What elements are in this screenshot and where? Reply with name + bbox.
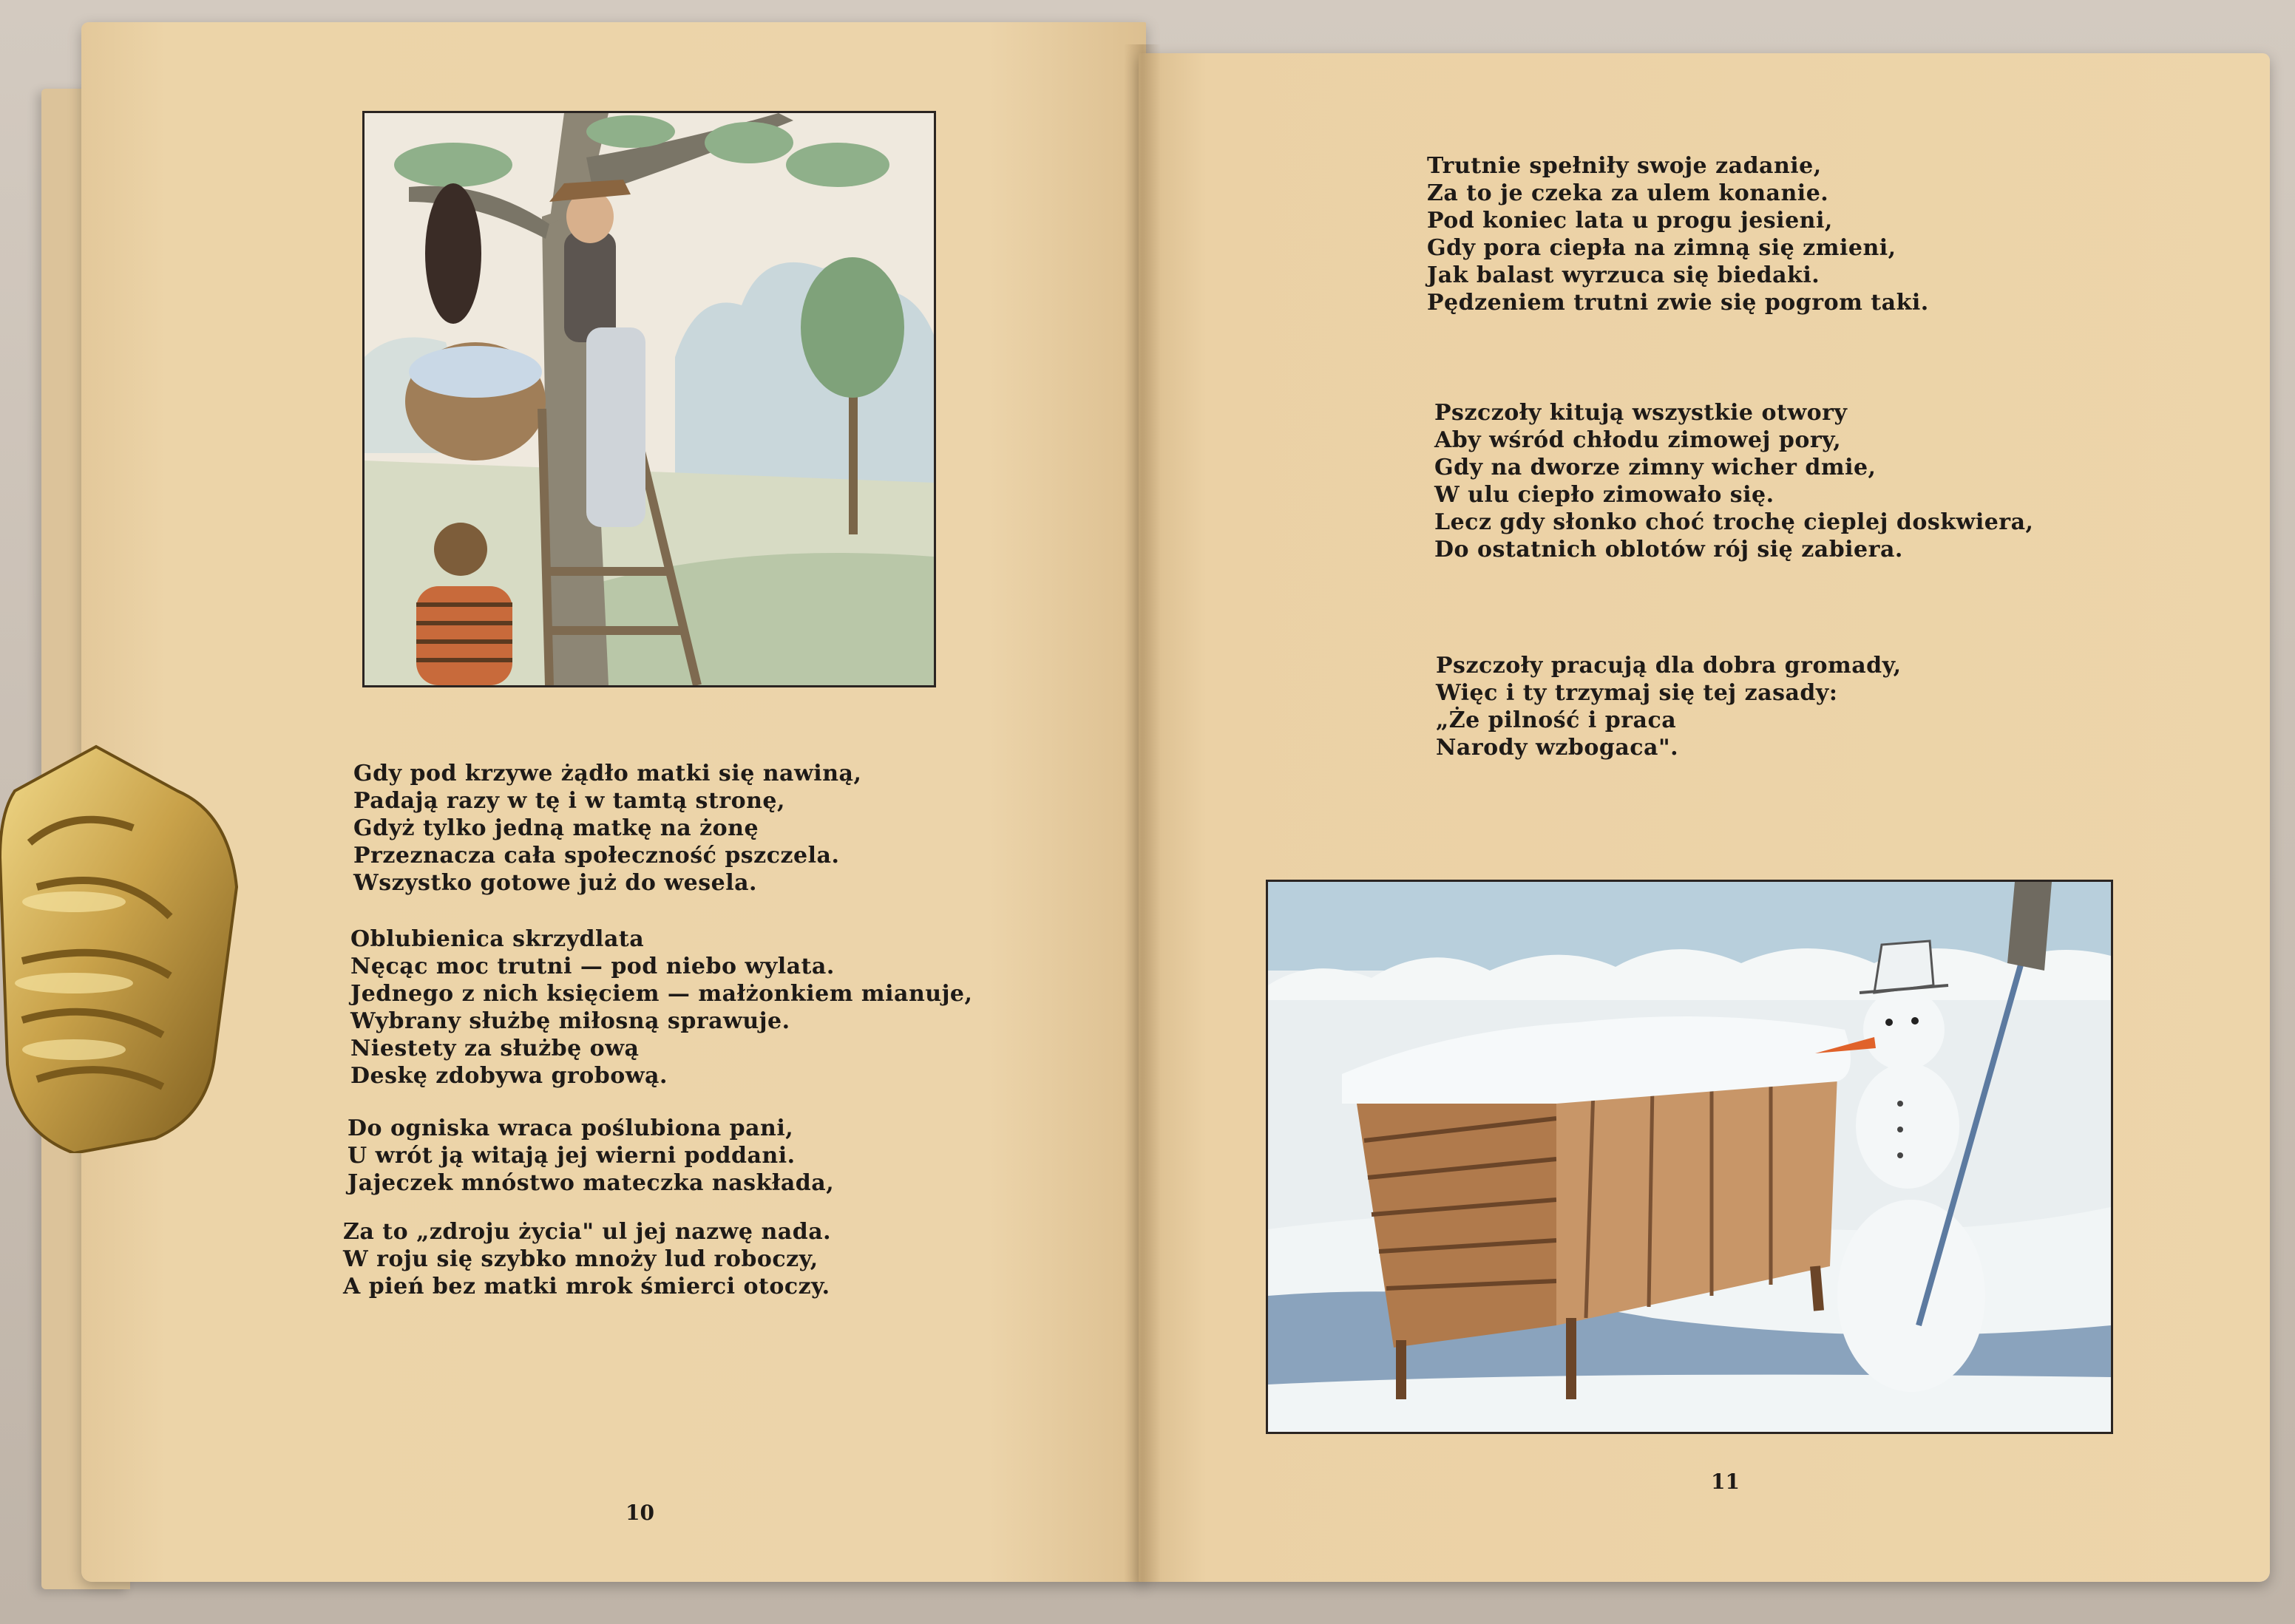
- stanza-left-2: [350, 925, 972, 1090]
- verse-line: Jednego z nich księciem — małżonkiem mianuje,: [350, 981, 973, 1007]
- verse-line: Niestety za służbę ową: [350, 1036, 640, 1061]
- verse-line: A pień bez matki mrok śmierci otoczy.: [343, 1274, 830, 1299]
- verse-line: Wszystko gotowe już do wesela.: [353, 870, 757, 896]
- verse-line: Deskę zdobywa grobową.: [350, 1063, 668, 1089]
- verse-line: W roju się szybko mnoży lud roboczy,: [343, 1246, 818, 1272]
- verse-line: Lecz gdy słonko choć trochę cieplej doskwiera,: [1434, 509, 2034, 535]
- verse-line: Narody wzbogaca".: [1436, 735, 1679, 761]
- stanza-left-4: [343, 1218, 831, 1300]
- verse-line: Do ostatnich oblotów rój się zabiera.: [1434, 537, 1903, 563]
- verse-line: Do ogniska wraca poślubiona pani,: [348, 1115, 794, 1141]
- verse-line: W ulu ciepło zimowało się.: [1434, 482, 1774, 508]
- stanza-right-2: [1434, 399, 2034, 563]
- verse-line: Pod koniec lata u progu jesieni,: [1427, 208, 1833, 234]
- winter-hive-illustration-icon: [1268, 882, 2111, 1432]
- page-number-left: 10: [626, 1501, 654, 1525]
- verse-line: Jak balast wyrzuca się biedaki.: [1427, 262, 1820, 288]
- swarm-illustration: [362, 111, 936, 687]
- verse-line: Pszczoły kitują wszystkie otwory: [1434, 400, 1848, 426]
- winter-hive-illustration: [1266, 880, 2113, 1434]
- brass-clip-icon: [0, 739, 251, 1153]
- verse-line: Padają razy w tę i w tamtą stronę,: [353, 788, 785, 814]
- verse-line: Jajeczek mnóstwo mateczka naskłada,: [348, 1170, 835, 1196]
- stanza-left-1: [353, 760, 861, 897]
- verse-line: Gdy na dworze zimny wicher dmie,: [1434, 455, 1877, 480]
- swarm-illustration-icon: [365, 113, 934, 685]
- verse-line: „Że pilność i praca: [1436, 707, 1677, 733]
- stanza-right-3: [1436, 652, 1902, 761]
- page-number-right: 11: [1711, 1470, 1740, 1494]
- verse-line: Gdyż tylko jedną matkę na żonę: [353, 815, 759, 841]
- verse-line: Nęcąc moc trutni — pod niebo wylata.: [350, 954, 835, 979]
- verse-line: Pędzeniem trutni zwie się pogrom taki.: [1427, 290, 1929, 316]
- verse-line: Więc i ty trzymaj się tej zasady:: [1436, 680, 1838, 706]
- verse-line: Za to „zdroju życia" ul jej nazwę nada.: [343, 1219, 832, 1245]
- verse-line: Aby wśród chłodu zimowej pory,: [1434, 427, 1842, 453]
- verse-line: Trutnie spełniły swoje zadanie,: [1427, 153, 1822, 179]
- verse-line: U wrót ją witają jej wierni poddani.: [348, 1143, 796, 1169]
- stanza-right-1: [1427, 152, 1929, 316]
- verse-line: Gdy pora ciepła na zimną się zmieni,: [1427, 235, 1896, 261]
- verse-line: Za to je czeka za ulem konanie.: [1427, 180, 1829, 206]
- book-gutter: [1124, 44, 1161, 1582]
- verse-line: Przeznacza cała społeczność pszczela.: [353, 843, 840, 869]
- brass-clip: [0, 739, 251, 1153]
- verse-line: Gdy pod krzywe żądło matki się nawiną,: [353, 761, 862, 786]
- verse-line: Wybrany służbę miłosną sprawuje.: [350, 1008, 790, 1034]
- stanza-left-3: [348, 1115, 834, 1197]
- verse-line: Oblubienica skrzydlata: [350, 926, 645, 952]
- verse-line: Pszczoły pracują dla dobra gromady,: [1436, 653, 1902, 679]
